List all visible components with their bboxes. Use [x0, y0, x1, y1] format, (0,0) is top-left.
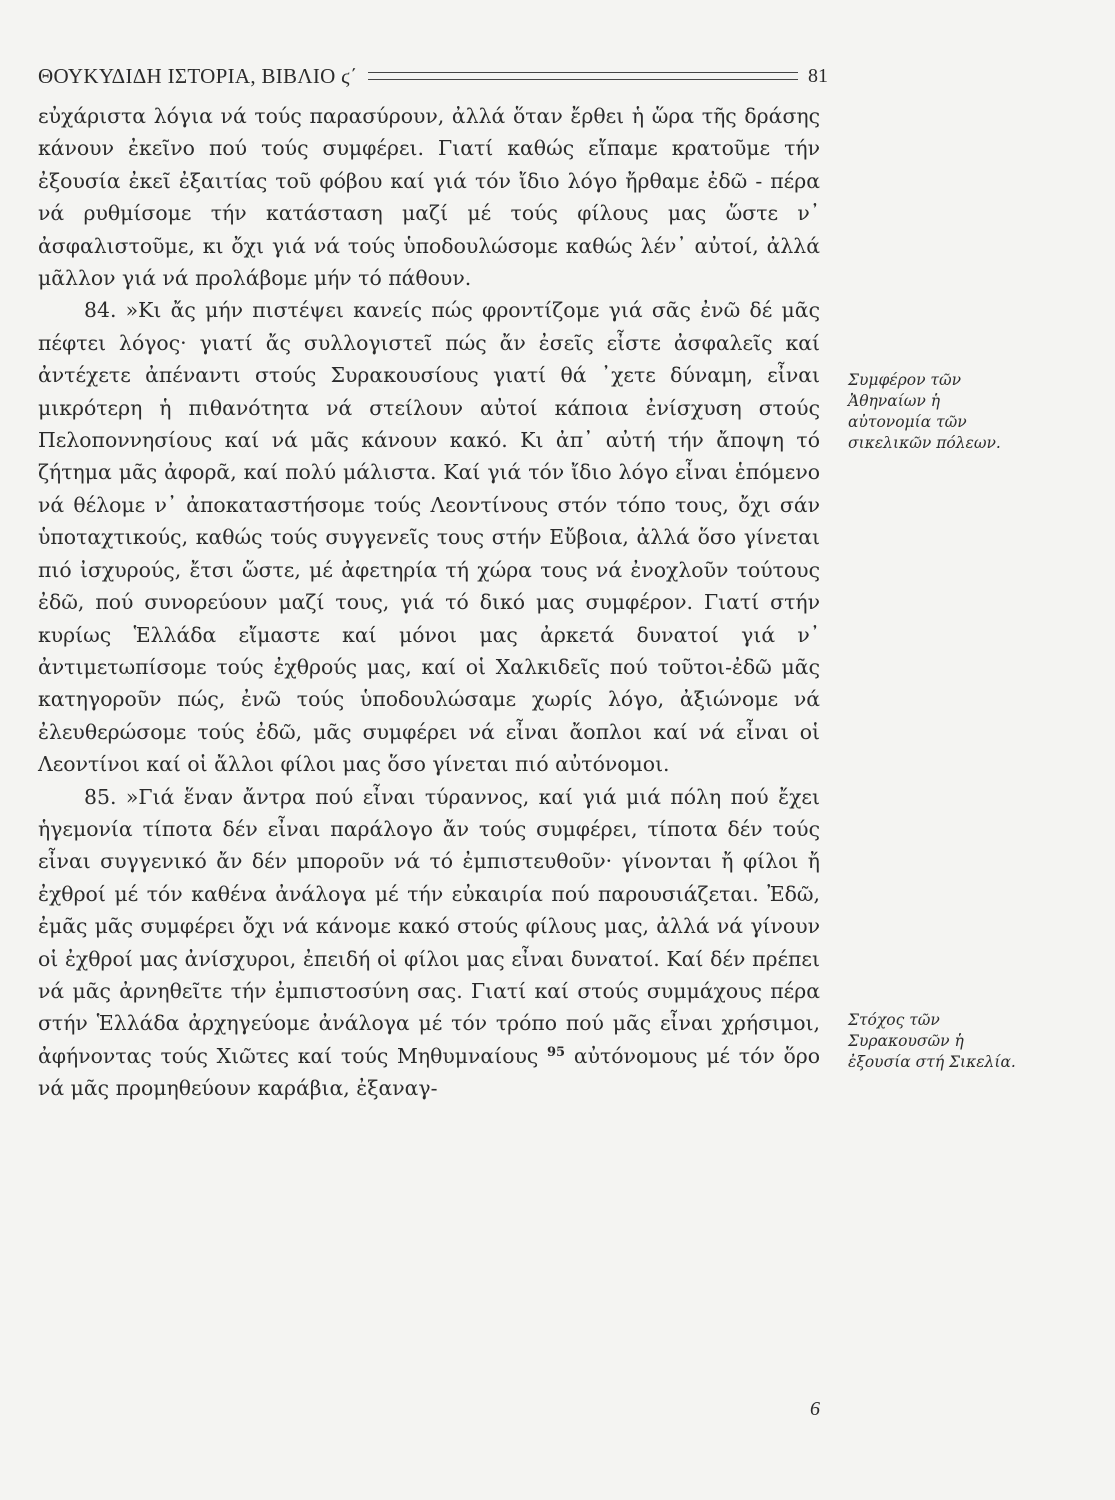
running-header [38, 58, 828, 94]
main-text [38, 100, 820, 1105]
running-title: ΘΟΥΚΥΔΙΔΗ ΙΣΤΟΡΙΑ, ΒΙΒΛΙΟ ϛ΄ [38, 63, 358, 88]
paragraph-85 [38, 781, 820, 1105]
paragraph-85-end: αὐτόνομους μέ τόν ὅρο νά μᾶς προμηθεύουν καράβια, ἐξαναγ- [38, 1043, 821, 1101]
signature-mark: 6 [810, 1398, 820, 1420]
margin-note-85: Στόχος τῶν Συρακουσῶν ἡ ἐξουσία στή Σικελία. [848, 1011, 1016, 1071]
margin-note-84: Συμφέρον τῶν Ἀθηναίων ἡ αὐτονομία τῶν σικελικῶν πόλεων. [848, 371, 1001, 452]
paragraph-84: 84. »Κι ἄς μήν πιστέψει κανείς πώς φροντίζομε γιά σᾶς ἐνῶ δέ μᾶς πέφτει λόγος· γιατί ἄς συλλογιστεῖ πώς ἄν ἐσεῖς εἶστε ἀσφαλεῖς καί ἀντέχετε ἀπέναντι στούς Συρακουσίους γιατί θά ᾽χετε δύναμη, εἶναι μικρότερη ἡ πιθανότητα νά στείλουν αὐτοί κάποια ἐνίσχυση στούς Πελοποννησίους καί νά μᾶς κάνουν κακό. Κι ἀπ᾽ αὐτή τήν ἄποψη τό ζήτημα μᾶς ἀφορᾶ, καί πολύ μάλιστα. Καί γιά τόν ἴδιο λόγο εἶναι ἑπόμενο νά θέλομε ν᾽ ἀποκαταστήσομε τούς Λεοντίνους στόν τόπο τους, ὄχι σάν ὑποταχτικούς, καθώς τούς συγγενεῖς τους στήν Εὔβοια, ἀλλά ὅσο γίνεται πιό ἰσχυρούς, ἔτσι ὥστε, μέ ἀφετηρία τή χώρα τους νά ἐνοχλοῦν τούτους ἐδῶ, πού συνορεύουν μαζί τους, γιά τό δικό μας συμφέρον. Γιατί στήν κυρίως Ἑλλάδα εἴμαστε καί μόνοι μας ἀρκετά δυνατοί γιά ν᾽ ἀντιμετωπίσομε τούς ἐχθρούς μας, καί οἱ Χαλκιδεῖς πού τοῦτοι-ἐδῶ μᾶς κατηγοροῦν πώς, ἐνῶ τούς ὑποδουλώσαμε χωρίς λόγο, ἀξιώνομε νά ἐλευθερώσομε τούς ἐδῶ, μᾶς συμφέρει νά εἶναι ἄοπλοι καί νά εἶναι οἱ Λεοντίνοι καί οἱ ἄλλοι φίλοι μας ὅσο γίνεται πιό αὐτόνομοι. [38, 298, 820, 777]
header-double-rule [368, 72, 798, 80]
page-number: 81 [808, 64, 828, 87]
paragraph-continuation: εὐχάριστα λόγια νά τούς παρασύρουν, ἀλλά ὅταν ἔρθει ἡ ὥρα τῆς δράσης κάνουν ἐκεῖνο πού τούς συμφέρει. Γιατί καθώς εἴπαμε κρατοῦμε τήν ἐξουσία ἐκεῖ ἐξαιτίας τοῦ φόβου καί γιά τόν ἴδιο λόγο ἤρθαμε ἐδῶ - πέρα νά ρυθμίσομε τήν κατάσταση μαζί μέ τούς φίλους μας ὥστε ν᾽ ἀσφαλιστοῦμε, κι ὄχι γιά νά τούς ὑποδουλώσομε καθώς λέν᾽ αὐτοί, ἀλλά μᾶλλον γιά νά προλάβομε μήν τό πάθουν. [38, 104, 820, 291]
paragraph-85-text: 85. »Γιά ἕναν ἄντρα πού εἶναι τύραννος, καί γιά μιά πόλη πού ἔχει ἡγεμονία τίποτα δέν εἶναι παράλογο ἄν τούς συμφέρει, τίποτα δέν τούς εἶναι συγγενικό ἄν δέν μποροῦν νά τό ἐμπιστευθοῦν· γίνονται ἤ φίλοι ἤ ἐχθροί μέ τόν καθένα ἀνάλογα μέ τήν εὐκαιρία πού παρουσιάζεται. Ἐδῶ, ἐμᾶς μᾶς συμφέρει ὄχι νά κάνομε κακό στούς φίλους μας, ἀλλά νά γίνουν οἱ ἐχθροί μας ἀνίσχυροι, ἐπειδή οἱ φίλοι μας εἶναι δυνατοί. Καί δέν πρέπει νά μᾶς ἀρνηθεῖτε τήν ἐμπιστοσύνη σας. Γιατί καί στούς συμμάχους πέρα στήν Ἑλλάδα ἀρχηγεύομε ἀνάλογα μέ τόν τρόπο πού μᾶς εἶναι χρήσιμοι, ἀφήνοντας τούς Χιῶτες καί τούς Μηθυμναίους [38, 784, 820, 1068]
footnote-marker: 95 [547, 1044, 566, 1060]
